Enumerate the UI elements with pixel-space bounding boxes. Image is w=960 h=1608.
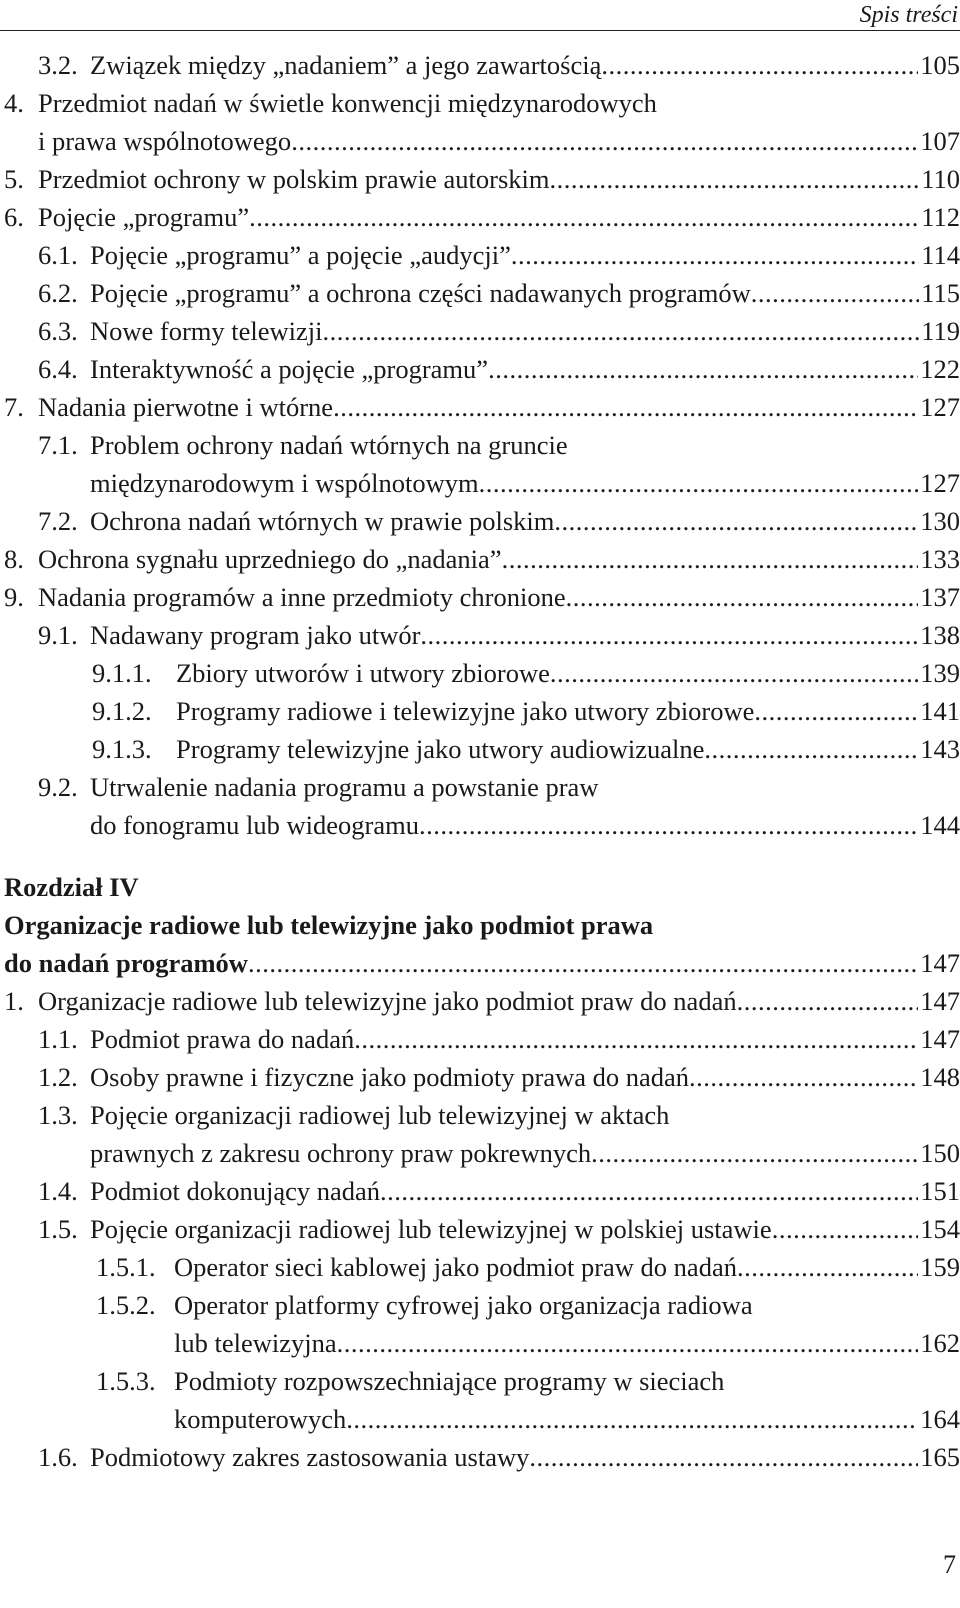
toc-entry-title: Programy radiowe i telewizyjne jako utwory zbiorowe xyxy=(176,696,755,726)
toc-entry-page-number: 159 xyxy=(920,1252,960,1282)
toc-entry[interactable] xyxy=(0,1438,960,1476)
toc-entry-page-number: 144 xyxy=(920,810,960,840)
toc-entry-page-number: 119 xyxy=(921,316,960,346)
toc-entry-page-number: 147 xyxy=(920,986,960,1016)
table-of-contents xyxy=(0,46,960,1476)
toc-entry-title: Podmiotowy zakres zastosowania ustawy xyxy=(90,1442,530,1472)
toc-entry-line xyxy=(0,982,960,1020)
chapter-title-line-2 xyxy=(0,944,960,982)
toc-entry-title-continued: lub telewizyjna xyxy=(174,1328,337,1358)
dot-leader xyxy=(333,388,918,426)
toc-entry[interactable] xyxy=(0,578,960,616)
chapter-title: Organizacje radiowe lub telewizyjne jako podmiot prawa xyxy=(4,910,654,940)
toc-entry-title: Podmiot prawa do nadań xyxy=(90,1024,355,1054)
toc-entry-number: 6. xyxy=(4,202,24,232)
toc-entry-line xyxy=(0,1096,960,1134)
toc-entry-line xyxy=(0,692,960,730)
toc-entry-line xyxy=(0,540,960,578)
toc-entry-line-2 xyxy=(0,1400,960,1438)
toc-entry-number: 1.4. xyxy=(38,1176,78,1206)
toc-entry-line xyxy=(0,1286,960,1324)
toc-entry-title-continued: i prawa wspólnotowego xyxy=(38,126,292,156)
dot-leader xyxy=(772,1210,919,1248)
running-header xyxy=(0,2,960,31)
toc-entry-number: 9. xyxy=(4,582,24,612)
dot-leader xyxy=(248,944,918,982)
dot-leader xyxy=(550,160,920,198)
toc-entry-title: Pojęcie „programu” a ochrona części nadawanych programów xyxy=(90,278,751,308)
toc-entry-number: 1.5.1. xyxy=(96,1252,156,1282)
toc-entry-page-number: 110 xyxy=(921,164,960,194)
toc-entry-number: 7.1. xyxy=(38,430,78,460)
toc-entry-title: Podmioty rozpowszechniające programy w sieciach xyxy=(174,1366,725,1396)
dot-leader xyxy=(420,616,918,654)
toc-entry-line xyxy=(0,1438,960,1476)
toc-entry-number: 6.3. xyxy=(38,316,78,346)
toc-entry-title-continued: międzynarodowym i wspólnotowym xyxy=(90,468,479,498)
chapter-label-line xyxy=(0,868,960,906)
toc-entry-page-number: 130 xyxy=(920,506,960,536)
dot-leader xyxy=(479,464,919,502)
toc-entry-line-2 xyxy=(0,1134,960,1172)
toc-entry[interactable] xyxy=(0,1248,960,1286)
toc-entry-number: 6.4. xyxy=(38,354,78,384)
toc-entry-page-number: 105 xyxy=(920,50,960,80)
toc-entry-page-number: 138 xyxy=(920,620,960,650)
toc-entry-line-2 xyxy=(0,806,960,844)
toc-entry[interactable] xyxy=(0,1058,960,1096)
toc-entry-title: Nadania pierwotne i wtórne xyxy=(38,392,334,422)
chapter-page-number: 147 xyxy=(920,948,960,978)
toc-entry-page-number: 151 xyxy=(920,1176,960,1206)
dot-leader xyxy=(529,1438,918,1476)
toc-entry-page-number: 137 xyxy=(920,582,960,612)
toc-entry-line-2 xyxy=(0,464,960,502)
dot-leader xyxy=(502,540,919,578)
toc-entry-page-number: 162 xyxy=(920,1328,960,1358)
dot-leader xyxy=(511,236,919,274)
toc-entry-number: 3.2. xyxy=(38,50,78,80)
toc-entry-title: Pojęcie „programu” xyxy=(38,202,250,232)
toc-entry-number: 1.5.2. xyxy=(96,1290,156,1320)
page-number-folio: 7 xyxy=(943,1550,956,1579)
toc-entry-title: Nadania programów a inne przedmioty chronione xyxy=(38,582,566,612)
toc-entry[interactable] xyxy=(0,692,960,730)
toc-entry-line xyxy=(0,616,960,654)
dot-leader xyxy=(380,1172,918,1210)
dot-leader xyxy=(488,350,918,388)
toc-entry-title: Związek między „nadaniem” a jego zawartością xyxy=(90,50,602,80)
toc-entry-number: 1. xyxy=(4,986,24,1016)
dot-leader xyxy=(591,1134,918,1172)
toc-entry-title: Pojęcie organizacji radiowej lub telewizyjnej w aktach xyxy=(90,1100,670,1130)
dot-leader xyxy=(704,730,918,768)
toc-entry[interactable] xyxy=(0,730,960,768)
toc-entry-page-number: 147 xyxy=(920,1024,960,1054)
toc-entry-line xyxy=(0,160,960,198)
toc-entry[interactable] xyxy=(0,1210,960,1248)
toc-entry[interactable] xyxy=(0,426,960,502)
toc-entry-title: Ochrona sygnału uprzedniego do „nadania” xyxy=(38,544,502,574)
toc-entry-line xyxy=(0,1020,960,1058)
toc-entry[interactable] xyxy=(0,388,960,426)
toc-entry[interactable] xyxy=(0,84,960,160)
toc-entry-page-number: 122 xyxy=(920,354,960,384)
toc-entry-line xyxy=(0,502,960,540)
toc-entry-title: Utrwalenie nadania programu a powstanie praw xyxy=(90,772,599,802)
toc-entry[interactable] xyxy=(0,1286,960,1362)
toc-entry[interactable] xyxy=(0,274,960,312)
dot-leader xyxy=(554,502,918,540)
toc-entry-number: 6.1. xyxy=(38,240,78,270)
toc-entry-number: 1.6. xyxy=(38,1442,78,1472)
toc-entry-number: 4. xyxy=(4,88,24,118)
toc-entry-number: 1.1. xyxy=(38,1024,78,1054)
toc-entry-page-number: 127 xyxy=(920,392,960,422)
toc-entry-page-number: 133 xyxy=(920,544,960,574)
toc-section-chapter-4 xyxy=(0,982,960,1476)
toc-entry-title: Programy telewizyjne jako utwory audiowizualne xyxy=(176,734,705,764)
toc-entry-line xyxy=(0,1172,960,1210)
toc-entry-line xyxy=(0,236,960,274)
toc-entry-title-continued: komputerowych xyxy=(174,1404,347,1434)
toc-entry-line xyxy=(0,1362,960,1400)
toc-entry-number: 1.3. xyxy=(38,1100,78,1130)
toc-entry-number: 1.5. xyxy=(38,1214,78,1244)
toc-entry-line xyxy=(0,198,960,236)
toc-entry-page-number: 139 xyxy=(920,658,960,688)
toc-entry-page-number: 115 xyxy=(921,278,960,308)
dot-leader xyxy=(751,274,919,312)
toc-entry-title: Organizacje radiowe lub telewizyjne jako podmiot praw do nadań xyxy=(38,986,737,1016)
dot-leader xyxy=(346,1400,918,1438)
dot-leader xyxy=(737,982,919,1020)
toc-entry[interactable] xyxy=(0,312,960,350)
dot-leader xyxy=(291,122,918,160)
toc-entry-page-number: 164 xyxy=(920,1404,960,1434)
chapter-title-2: do nadań programów xyxy=(4,948,248,978)
dot-leader xyxy=(249,198,919,236)
toc-entry[interactable] xyxy=(0,236,960,274)
dot-leader xyxy=(550,654,918,692)
dot-leader xyxy=(689,1058,918,1096)
toc-entry-line xyxy=(0,388,960,426)
toc-entry-line xyxy=(0,312,960,350)
chapter-heading[interactable] xyxy=(0,868,960,982)
toc-entry[interactable] xyxy=(0,198,960,236)
chapter-label: Rozdział IV xyxy=(4,872,139,902)
toc-entry-line xyxy=(0,1248,960,1286)
toc-entry-number: 9.2. xyxy=(38,772,78,802)
dot-leader xyxy=(754,692,918,730)
toc-entry-number: 9.1.3. xyxy=(92,734,152,764)
toc-entry-line xyxy=(0,350,960,388)
toc-entry[interactable] xyxy=(0,160,960,198)
toc-entry-line xyxy=(0,578,960,616)
toc-entry-number: 7.2. xyxy=(38,506,78,536)
toc-entry-title: Pojęcie „programu” a pojęcie „audycji” xyxy=(90,240,511,270)
toc-entry-number: 9.1. xyxy=(38,620,78,650)
toc-entry-line xyxy=(0,768,960,806)
toc-entry-line xyxy=(0,274,960,312)
toc-entry-line-2 xyxy=(0,1324,960,1362)
toc-entry-title: Operator sieci kablowej jako podmiot praw do nadań xyxy=(174,1252,737,1282)
toc-entry-page-number: 112 xyxy=(921,202,960,232)
toc-entry-number: 5. xyxy=(4,164,24,194)
toc-entry-title: Problem ochrony nadań wtórnych na gruncie xyxy=(90,430,568,460)
dot-leader xyxy=(737,1248,918,1286)
toc-entry-page-number: 165 xyxy=(920,1442,960,1472)
toc-entry[interactable] xyxy=(0,768,960,844)
toc-entry[interactable] xyxy=(0,1020,960,1058)
toc-entry-title: Nowe formy telewizji xyxy=(90,316,323,346)
toc-entry[interactable] xyxy=(0,1096,960,1172)
toc-entry-title: Przedmiot nadań w świetle konwencji międzynarodowych xyxy=(38,88,657,118)
toc-entry-line-2 xyxy=(0,122,960,160)
toc-entry[interactable] xyxy=(0,540,960,578)
dot-leader xyxy=(566,578,919,616)
toc-entry-line xyxy=(0,1210,960,1248)
toc-entry-page-number: 150 xyxy=(920,1138,960,1168)
toc-entry[interactable] xyxy=(0,350,960,388)
toc-entry-line xyxy=(0,730,960,768)
toc-entry-line xyxy=(0,84,960,122)
toc-entry-line xyxy=(0,654,960,692)
toc-entry-number: 6.2. xyxy=(38,278,78,308)
dot-leader xyxy=(323,312,920,350)
running-title: Spis treści xyxy=(859,2,958,28)
dot-leader xyxy=(354,1020,918,1058)
toc-entry-title: Ochrona nadań wtórnych w prawie polskim xyxy=(90,506,555,536)
toc-entry[interactable] xyxy=(0,654,960,692)
toc-entry-title: Zbiory utworów i utwory zbiorowe xyxy=(176,658,550,688)
toc-entry-number: 1.5.3. xyxy=(96,1366,156,1396)
dot-leader xyxy=(419,806,918,844)
toc-entry-number: 1.2. xyxy=(38,1062,78,1092)
toc-entry-line xyxy=(0,426,960,464)
toc-entry[interactable] xyxy=(0,616,960,654)
toc-entry-title: Osoby prawne i fizyczne jako podmioty prawa do nadań xyxy=(90,1062,690,1092)
toc-entry-number: 7. xyxy=(4,392,24,422)
toc-entry-title: Przedmiot ochrony w polskim prawie autorskim xyxy=(38,164,550,194)
dot-leader xyxy=(601,46,918,84)
toc-entry[interactable] xyxy=(0,502,960,540)
toc-entry-page-number: 107 xyxy=(920,126,960,156)
toc-entry-page-number: 148 xyxy=(920,1062,960,1092)
toc-entry-title: Nadawany program jako utwór xyxy=(90,620,421,650)
toc-entry-page-number: 143 xyxy=(920,734,960,764)
toc-entry-line xyxy=(0,1058,960,1096)
toc-entry-title: Podmiot dokonujący nadań xyxy=(90,1176,380,1206)
toc-entry-number: 9.1.1. xyxy=(92,658,152,688)
toc-entry[interactable] xyxy=(0,982,960,1020)
toc-entry-page-number: 127 xyxy=(920,468,960,498)
toc-entry-number: 9.1.2. xyxy=(92,696,152,726)
toc-entry-title: Interaktywność a pojęcie „programu” xyxy=(90,354,489,384)
toc-entry[interactable] xyxy=(0,46,960,84)
toc-entry-page-number: 141 xyxy=(920,696,960,726)
toc-entry-page-number: 114 xyxy=(921,240,960,270)
toc-entry-title-continued: prawnych z zakresu ochrony praw pokrewnych xyxy=(90,1138,592,1168)
toc-entry-title: Pojęcie organizacji radiowej lub telewizyjnej w polskiej ustawie xyxy=(90,1214,772,1244)
toc-entry-number: 8. xyxy=(4,544,24,574)
toc-entry[interactable] xyxy=(0,1172,960,1210)
dot-leader xyxy=(337,1324,919,1362)
toc-entry-page-number: 154 xyxy=(920,1214,960,1244)
toc-section-chapter-3 xyxy=(0,46,960,844)
toc-entry-title-continued: do fonogramu lub wideogramu xyxy=(90,810,419,840)
toc-entry-title: Operator platformy cyfrowej jako organizacja radiowa xyxy=(174,1290,753,1320)
chapter-title-line xyxy=(0,906,960,944)
toc-entry-line xyxy=(0,46,960,84)
toc-entry[interactable] xyxy=(0,1362,960,1438)
